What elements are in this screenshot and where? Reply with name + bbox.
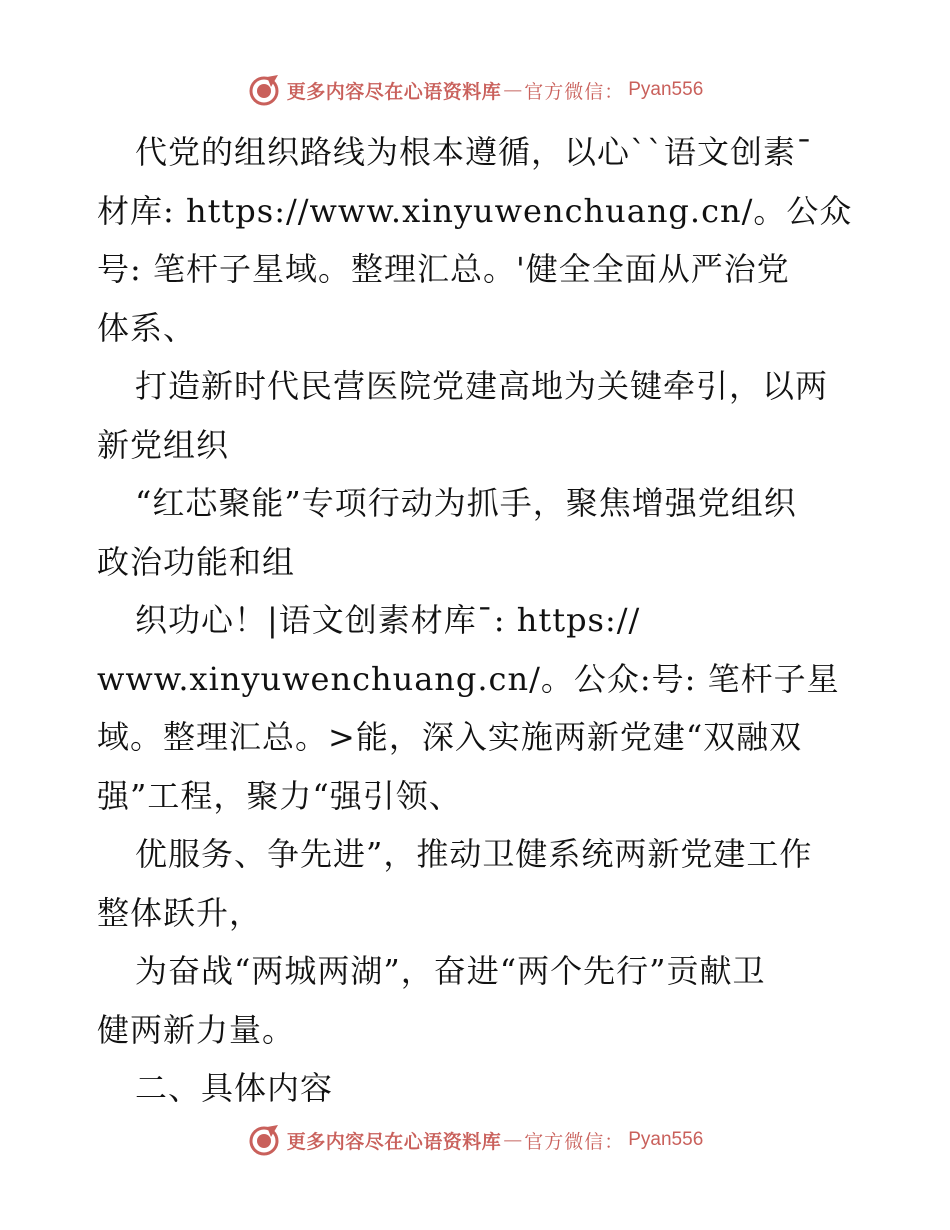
section-heading: 二、具体内容 xyxy=(135,1069,334,1107)
text-line: 整体跃升， xyxy=(97,893,263,932)
text-line: 强”工程，聚力“强引领、 xyxy=(97,776,462,815)
text-line: 优服务、争先进”，推动卫健系统两新党建工作 xyxy=(135,835,813,873)
pen-logo-icon xyxy=(247,1123,281,1157)
text-line: 材库: https://www.xinyuwenchuang.cn/。公众 xyxy=(97,191,853,230)
text-line: “红芯聚能”专项行动为抓手，聚焦增强党组织 xyxy=(135,484,797,522)
text-line: 体系、 xyxy=(97,308,197,347)
watermark-official-label: 官方微信： xyxy=(524,80,625,103)
text-line: 健两新力量。 xyxy=(97,1010,296,1049)
watermark-wechat-id: Pyan556 xyxy=(628,79,704,100)
watermark-wechat-id: Pyan556 xyxy=(628,1129,704,1150)
watermark-dash: — xyxy=(503,79,523,101)
text-line: www.xinyuwenchuang.cn/。公众:号: 笔杆子星 xyxy=(97,659,840,698)
text-line: 号: 笔杆子星域。整理汇总。'健全全面从严治党 xyxy=(97,250,790,288)
watermark-dash: — xyxy=(503,1129,523,1151)
watermark-header xyxy=(0,70,950,110)
watermark-official-label: 官方微信： xyxy=(524,1130,625,1153)
text-line: 打造新时代民营医院党建高地为关键牵引，以两 xyxy=(135,367,829,405)
pen-logo-icon xyxy=(247,73,281,107)
watermark-footer xyxy=(0,1120,950,1160)
text-line: 政治功能和组 xyxy=(97,542,296,581)
watermark-brand: 更多内容尽在心语资料库 xyxy=(286,80,502,103)
text-line: 代党的组织路线为根本遵循，以心``语文创素¯ xyxy=(135,133,814,171)
text-line: 新党组织 xyxy=(97,425,230,464)
text-line: 域。整理汇总。>能，深入实施两新党建“双融双 xyxy=(97,718,803,756)
watermark-brand: 更多内容尽在心语资料库 xyxy=(286,1130,502,1153)
text-line: 织功心！|语文创素材库¯: https:// xyxy=(135,601,641,639)
text-line: 为奋战“两城两湖”，奋进“两个先行”贡献卫 xyxy=(135,952,766,990)
document-body xyxy=(97,123,857,1118)
